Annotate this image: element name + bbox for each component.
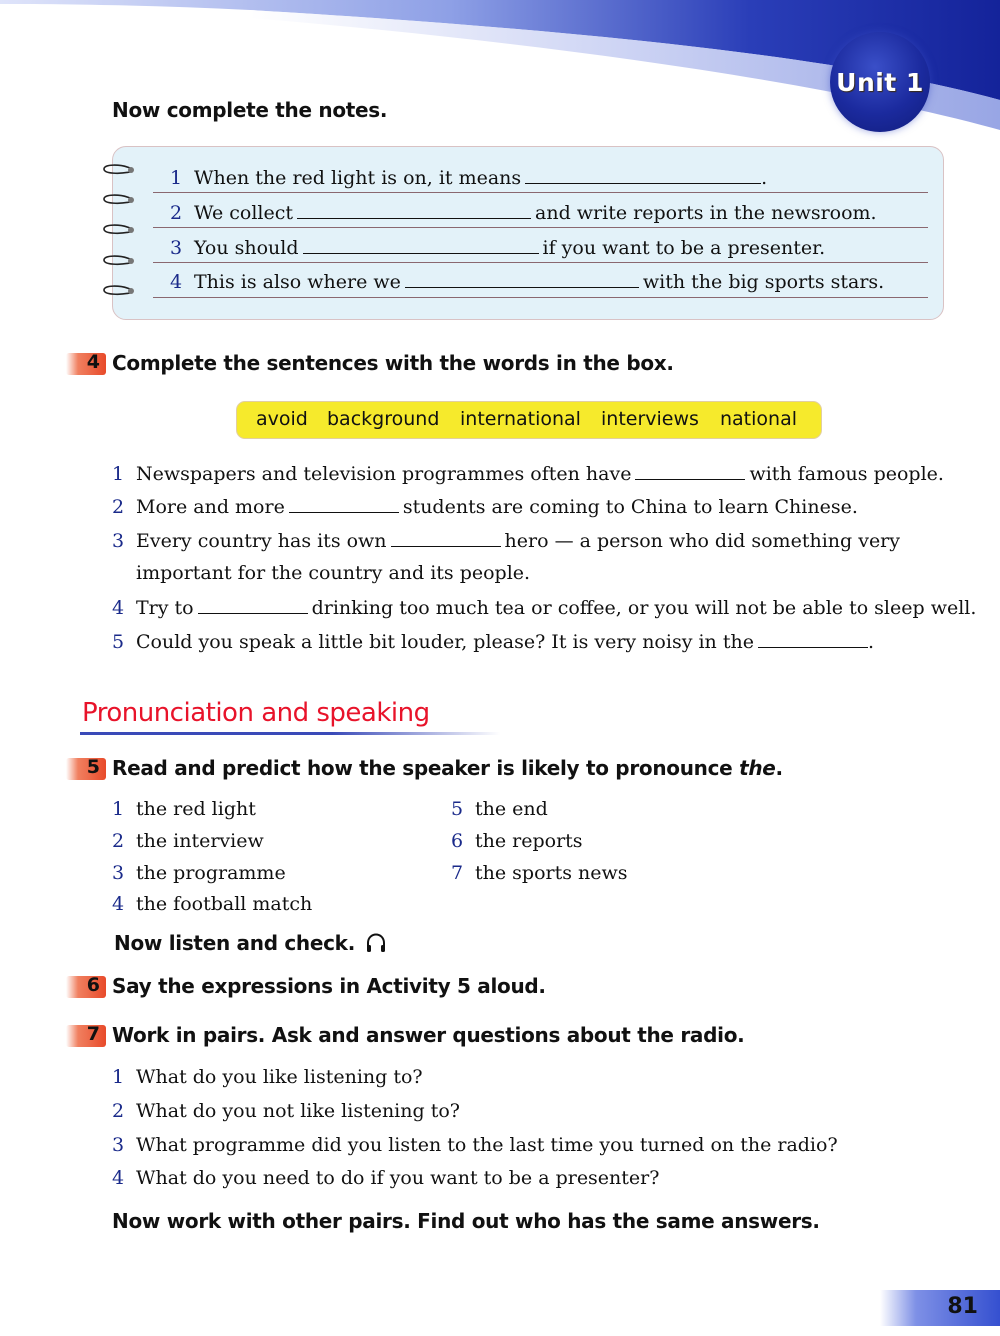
- item-number: 6: [451, 830, 464, 852]
- section-title: Pronunciation and speaking: [82, 698, 430, 728]
- sentence-text-before: Every country has its own: [136, 530, 387, 552]
- activity-number-badge: [66, 1025, 106, 1047]
- answer-blank[interactable]: [198, 595, 308, 614]
- question-item: [112, 1100, 460, 1122]
- pair-work-instruction: Now work with other pairs. Find out who has the same answers.: [112, 1209, 820, 1233]
- note-item: [170, 269, 884, 293]
- spiral-ring-icon: [100, 164, 136, 176]
- activity-number: 6: [86, 974, 100, 996]
- answer-blank[interactable]: [297, 200, 531, 219]
- answer-blank[interactable]: [289, 494, 399, 513]
- answer-blank[interactable]: [758, 629, 868, 648]
- instruction-punctuation: .: [775, 756, 783, 780]
- unit-badge: [830, 32, 930, 132]
- note-text-after: with the big sports stars.: [642, 271, 885, 293]
- sentence-continuation: important for the country and its people.: [136, 562, 531, 584]
- note-text-before: We collect: [194, 202, 294, 224]
- instruction-text: Read and predict how the speaker is likely to pronounce: [112, 756, 740, 780]
- note-text-after: .: [761, 167, 768, 189]
- question-item: [112, 1134, 838, 1156]
- item-number: 5: [112, 631, 125, 653]
- sentence-text-before: Try to: [136, 597, 194, 619]
- sentence-text-after: with famous people.: [749, 463, 944, 485]
- sentence-item: [112, 494, 858, 518]
- page-number-tab: [880, 1290, 1000, 1326]
- activity-number: 7: [86, 1023, 100, 1045]
- activity4-instruction: Complete the sentences with the words in the box.: [112, 351, 674, 375]
- item-number: 2: [112, 1100, 125, 1122]
- spiral-ring-icon: [100, 224, 136, 236]
- headphones-icon[interactable]: [365, 932, 387, 954]
- expression-text: the interview: [136, 830, 264, 852]
- note-ruled-line: [153, 297, 928, 298]
- sentence-item: [112, 461, 944, 485]
- expression-item: [451, 798, 548, 820]
- item-number: 2: [170, 202, 183, 224]
- unit-label: Unit 1: [836, 67, 924, 97]
- expression-item: [112, 862, 286, 884]
- note-ruled-line: [153, 227, 928, 228]
- note-item: [170, 235, 825, 259]
- sentence-item: [112, 595, 976, 619]
- note-text-after: and write reports in the newsroom.: [535, 202, 877, 224]
- note-item: [170, 200, 877, 224]
- note-text-after: if you want to be a presenter.: [542, 237, 826, 259]
- note-ruled-line: [153, 192, 928, 193]
- expression-item: [451, 862, 628, 884]
- activity-number-badge: [66, 353, 106, 375]
- word-box-item: interviews: [601, 408, 699, 430]
- expression-item: [112, 798, 256, 820]
- note-text-before: This is also where we: [194, 271, 401, 293]
- expression-text: the programme: [136, 862, 286, 884]
- activity5-instruction: [112, 756, 783, 780]
- answer-blank[interactable]: [405, 269, 639, 288]
- note-ruled-line: [153, 262, 928, 263]
- expression-text: the sports news: [475, 862, 628, 884]
- sentence-item: [112, 629, 874, 653]
- sentence-text-before: Could you speak a little bit louder, please? It is very noisy in the: [136, 631, 754, 653]
- item-number: 5: [451, 798, 464, 820]
- question-text: What do you like listening to?: [136, 1066, 423, 1088]
- sentence-text-after: students are coming to China to learn Chinese.: [402, 496, 858, 518]
- answer-blank[interactable]: [525, 165, 761, 184]
- item-number: 2: [112, 496, 125, 518]
- activity-number-badge: [66, 976, 106, 998]
- item-number: 4: [112, 1167, 125, 1189]
- activity7-instruction: Work in pairs. Ask and answer questions about the radio.: [112, 1023, 745, 1047]
- spiral-ring-icon: [100, 285, 136, 297]
- item-number: 4: [170, 271, 183, 293]
- note-text-before: You should: [194, 237, 299, 259]
- item-number: 7: [451, 862, 464, 884]
- answer-blank[interactable]: [635, 461, 745, 480]
- instruction-italic-word: the: [739, 756, 776, 780]
- item-number: 1: [170, 167, 183, 189]
- page-number: 81: [947, 1294, 978, 1319]
- answer-blank[interactable]: [391, 528, 501, 547]
- item-number: 4: [112, 597, 125, 619]
- item-number: 1: [112, 1066, 125, 1088]
- word-box-item: international: [460, 408, 581, 430]
- answer-blank[interactable]: [303, 235, 539, 254]
- word-box-item: national: [720, 408, 798, 430]
- word-box-item: background: [327, 408, 440, 430]
- activity-number: 5: [86, 756, 100, 778]
- activity-number: 4: [86, 351, 100, 373]
- sentence-text-after: .: [867, 631, 874, 653]
- expression-text: the end: [475, 798, 548, 820]
- sentence-item: [112, 528, 900, 552]
- item-number: 3: [170, 237, 183, 259]
- item-number: 1: [112, 798, 125, 820]
- expression-text: the red light: [136, 798, 256, 820]
- activity6-instruction: Say the expressions in Activity 5 aloud.: [112, 974, 546, 998]
- sentence-text-after: drinking too much tea or coffee, or you will not be able to sleep well.: [311, 597, 977, 619]
- question-item: [112, 1066, 423, 1088]
- expression-item: [451, 830, 583, 852]
- word-box-item: avoid: [256, 408, 308, 430]
- notes-instruction: Now complete the notes.: [112, 98, 388, 122]
- question-text: What do you need to do if you want to be a presenter?: [136, 1167, 660, 1189]
- item-number: 3: [112, 862, 125, 884]
- expression-text: the football match: [136, 893, 313, 915]
- note-item: [170, 165, 767, 189]
- expression-text: the reports: [475, 830, 583, 852]
- item-number: 3: [112, 530, 125, 552]
- section-title-underline: [80, 732, 500, 735]
- question-text: What programme did you listen to the last time you turned on the radio?: [136, 1134, 838, 1156]
- note-text-before: When the red light is on, it means: [194, 167, 522, 189]
- sentence-text-before: Newspapers and television programmes often have: [136, 463, 632, 485]
- item-number: 3: [112, 1134, 125, 1156]
- sentence-text-before: More and more: [136, 496, 285, 518]
- question-item: [112, 1167, 659, 1189]
- spiral-ring-icon: [100, 194, 136, 206]
- listen-instruction: Now listen and check.: [114, 931, 355, 955]
- expression-item: [112, 830, 264, 852]
- item-number: 2: [112, 830, 125, 852]
- word-box: [236, 401, 822, 439]
- activity-number-badge: [66, 758, 106, 780]
- spiral-ring-icon: [100, 255, 136, 267]
- question-text: What do you not like listening to?: [136, 1100, 460, 1122]
- item-number: 4: [112, 893, 125, 915]
- expression-item: [112, 893, 312, 915]
- item-number: 1: [112, 463, 125, 485]
- sentence-text-after: hero — a person who did something very: [504, 530, 901, 552]
